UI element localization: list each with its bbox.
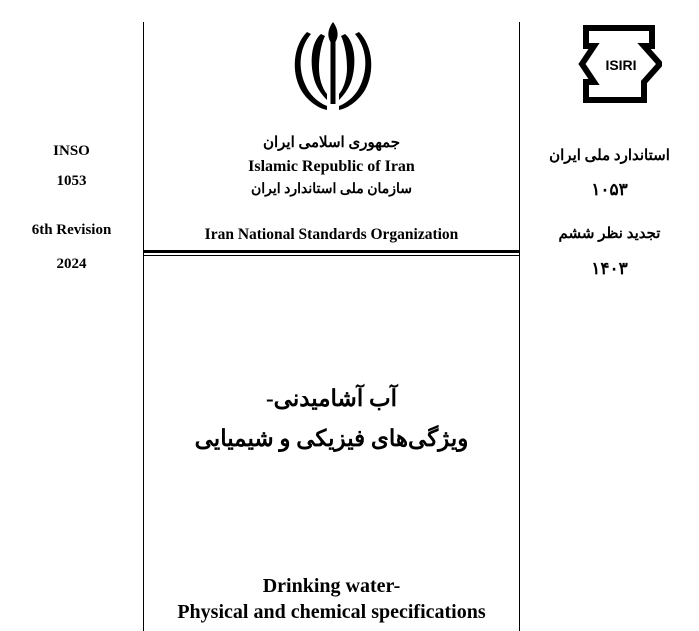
isiri-logo-icon bbox=[578, 24, 662, 104]
inso-number: 1053 bbox=[56, 173, 87, 189]
organization-name-fa: سازمان ملی استاندارد ایران bbox=[250, 182, 413, 197]
inso-code: INSO bbox=[53, 143, 90, 159]
revision-year-fa: ۱۴۰۳ bbox=[591, 259, 628, 278]
revision-label-fa: تجدید نظر ششم bbox=[558, 226, 661, 242]
title-fa-line-1: آب آشامیدنی- bbox=[265, 386, 398, 411]
right-divider bbox=[519, 22, 520, 631]
revision-label: 6th Revision bbox=[31, 222, 112, 238]
iran-emblem-icon bbox=[285, 20, 381, 112]
standard-label-fa: استاندارد ملی ایران bbox=[549, 148, 670, 164]
header-rule-thick bbox=[143, 250, 520, 253]
organization-name-en: Iran National Standards Organization bbox=[204, 226, 459, 243]
republic-name-en: Islamic Republic of Iran bbox=[248, 158, 415, 175]
title-en-line-1: Drinking water- bbox=[262, 575, 401, 597]
svg-text:ISIRI: ISIRI bbox=[605, 57, 637, 73]
revision-year: 2024 bbox=[56, 256, 87, 272]
standard-number-fa: ۱۰۵۳ bbox=[591, 180, 628, 199]
republic-name-fa: جمهوری اسلامی ایران bbox=[262, 135, 401, 151]
title-en-line-2: Physical and chemical specifications bbox=[177, 601, 486, 623]
left-divider bbox=[143, 22, 144, 631]
header-rule-thin bbox=[143, 255, 520, 256]
title-fa-line-2: ویژگی‌های فیزیکی و شیمیایی bbox=[194, 426, 469, 451]
